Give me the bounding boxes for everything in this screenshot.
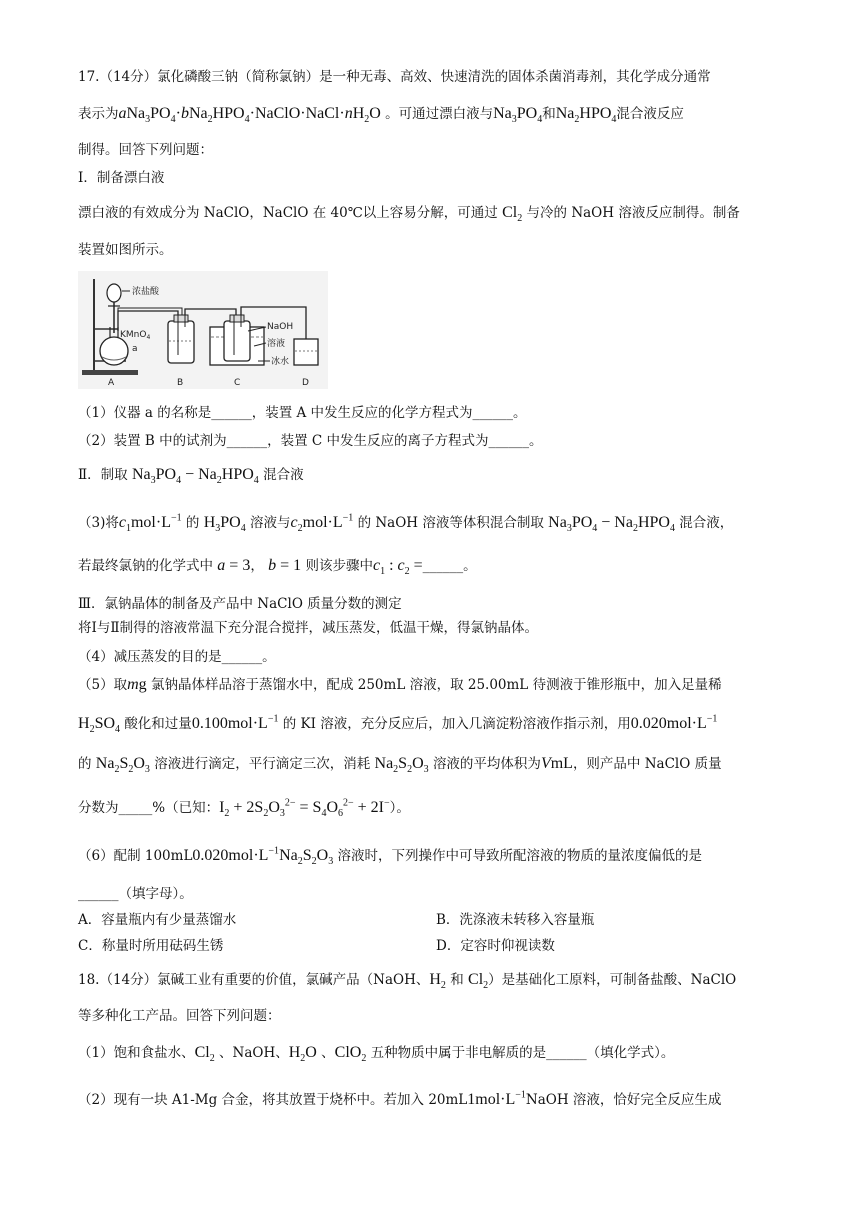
q17-intro-line1: 17.（14分）氯化磷酸三钠（简称氯钠）是一种无毒、高效、快速清洗的固体杀菌消毒剂，其化学成分通常 [78, 69, 711, 85]
svg-text:KMnO4: KMnO$_4$ [120, 330, 151, 341]
label-conc-hcl: 浓盐酸 [132, 287, 160, 297]
apparatus-diagram [78, 271, 328, 389]
option-B: B．洗涤液未转移入容量瓶 [436, 912, 595, 928]
q17-intro-line2: 表示为$aNa_3PO_4\cdot bNa_2HPO_4\cdot NaClO\cdot NaCl\cdot nH_2O$ 。可通过漂白液与$Na_3PO_4$和$Na_2HPO_4$混合液反应 [78, 105, 684, 126]
q17-sub1: （1）仪器 a 的名称是______，装置 A 中发生反应的化学方程式为______。 [78, 405, 527, 421]
option-D: D．定容时仰视读数 [436, 938, 555, 954]
q17-sub5-line4: 分数为_____%（已知：$I_2 + 2S_2O_3^{2-} = S_4O_6^{2-} + 2I^-$）。 [78, 797, 410, 820]
label-C: C [234, 378, 241, 388]
label-A: A [108, 378, 115, 388]
q18-sub2: （2）现有一块 A1-Mg 合金，将其放置于烧杯中。若加入 $20mL1mol\cdot L^{-1}NaOH$ 溶液，恰好完全反应生成 [78, 1089, 722, 1108]
q17-section-1-title: Ⅰ．制备漂白液 [78, 170, 165, 186]
q17-sub2: （2）装置 B 中的试剂为______，装置 C 中发生反应的离子方程式为______。 [78, 433, 543, 449]
q18-intro-line2: 等多种化工产品。回答下列问题： [78, 1008, 281, 1024]
option-A: A．容量瓶内有少量蒸馏水 [78, 912, 237, 928]
q17-sub3-line1: （3)将$c_1mol\cdot L^{-1}$ 的 $H_3PO_4$ 溶液与$c_2mol\cdot L^{-1}$ 的 NaOH 溶液等体积混合制取 $Na_3PO_4 - Na_2HPO_4$ 混合液， [78, 512, 734, 535]
label-B: B [177, 378, 184, 388]
q17-sub3-line2: 若最终氯钠的化学式中 a = 3， b = 1 则该步骤中$c_1$ : $c_2$ =______。 [78, 557, 477, 578]
label-ice-water: 冰水 [271, 357, 290, 367]
q17-sub6-line1: （6）配制 $100mL0.020mol\cdot L^{-1}Na_2S_2O_3$ 溶液时，下列操作中可导致所配溶液的物质的量浓度偏低的是 [78, 845, 702, 868]
label-kmno4: KMnO [120, 330, 147, 340]
q17-section-3-title: Ⅲ．氯钠晶体的制备及产品中 NaClO 质量分数的测定 [78, 596, 402, 612]
q17-sub4: （4）减压蒸发的目的是______。 [78, 649, 276, 665]
label-D: D [302, 378, 309, 388]
q17-sub5-line2: $H_2SO_4$ 酸化和过量$0.100mol\cdot L^{-1}$ 的 KI 溶液，充分反应后，加入几滴淀粉溶液作指示剂，用$0.020mol\cdot L^{-1}$ [78, 713, 718, 736]
q18-intro-line1: 18.（14分）氯碱工业有重要的价值，氯碱产品（NaOH、$H_2$ 和 $Cl_2$）是基础化工原料，可制备盐酸、NaClO [78, 971, 737, 992]
q17-sub6-line2: ______（填字母）。 [78, 886, 193, 902]
label-a: a [132, 344, 138, 354]
q17-para3: 将Ⅰ与Ⅱ制得的溶液常温下充分混合搅拌，减压蒸发，低温干燥，得氯钠晶体。 [78, 620, 539, 636]
q17-intro-line3: 制得。回答下列问题： [78, 142, 213, 158]
q17-para1: 漂白液的有效成分为 NaClO，NaClO 在 40℃以上容易分解，可通过 $Cl_2$ 与冷的 NaOH 溶液反应制得。制备 [78, 204, 740, 225]
q17-sub5-line1: （5）取mg 氯钠晶体样品溶于蒸馏水中，配成 250mL 溶液，取 25.00mL 待测液于锥形瓶中，加入足量稀 [78, 676, 722, 693]
label-naoh: NaOH [267, 322, 294, 332]
q18-sub1: （1）饱和食盐水、$Cl_2$ 、NaOH、$H_2O$ 、ClO$_2$ 五种物质中属于非电解质的是______（填化学式）。 [78, 1044, 675, 1065]
apparatus-figure [78, 271, 328, 389]
q17-para2: 装置如图所示。 [78, 242, 173, 258]
option-C: C．称量时所用砝码生锈 [78, 938, 224, 954]
q17-sub5-line3: 的 $Na_2S_2O_3$ 溶液进行滴定，平行滴定三次，消耗 $Na_2S_2O_3$ 溶液的平均体积为VmL，则产品中 NaClO 质量 [78, 755, 722, 776]
q17-section-2-title: Ⅱ．制取 $Na_3PO_4 - Na_2HPO_4$ 混合液 [78, 466, 304, 487]
label-solution: 溶液 [267, 339, 286, 349]
formula-chlorinated-tsp: $aNa_3PO_4\cdot bNa_2HPO_4\cdot NaClO\cdot NaCl\cdot nH_2O$ [118, 105, 381, 126]
